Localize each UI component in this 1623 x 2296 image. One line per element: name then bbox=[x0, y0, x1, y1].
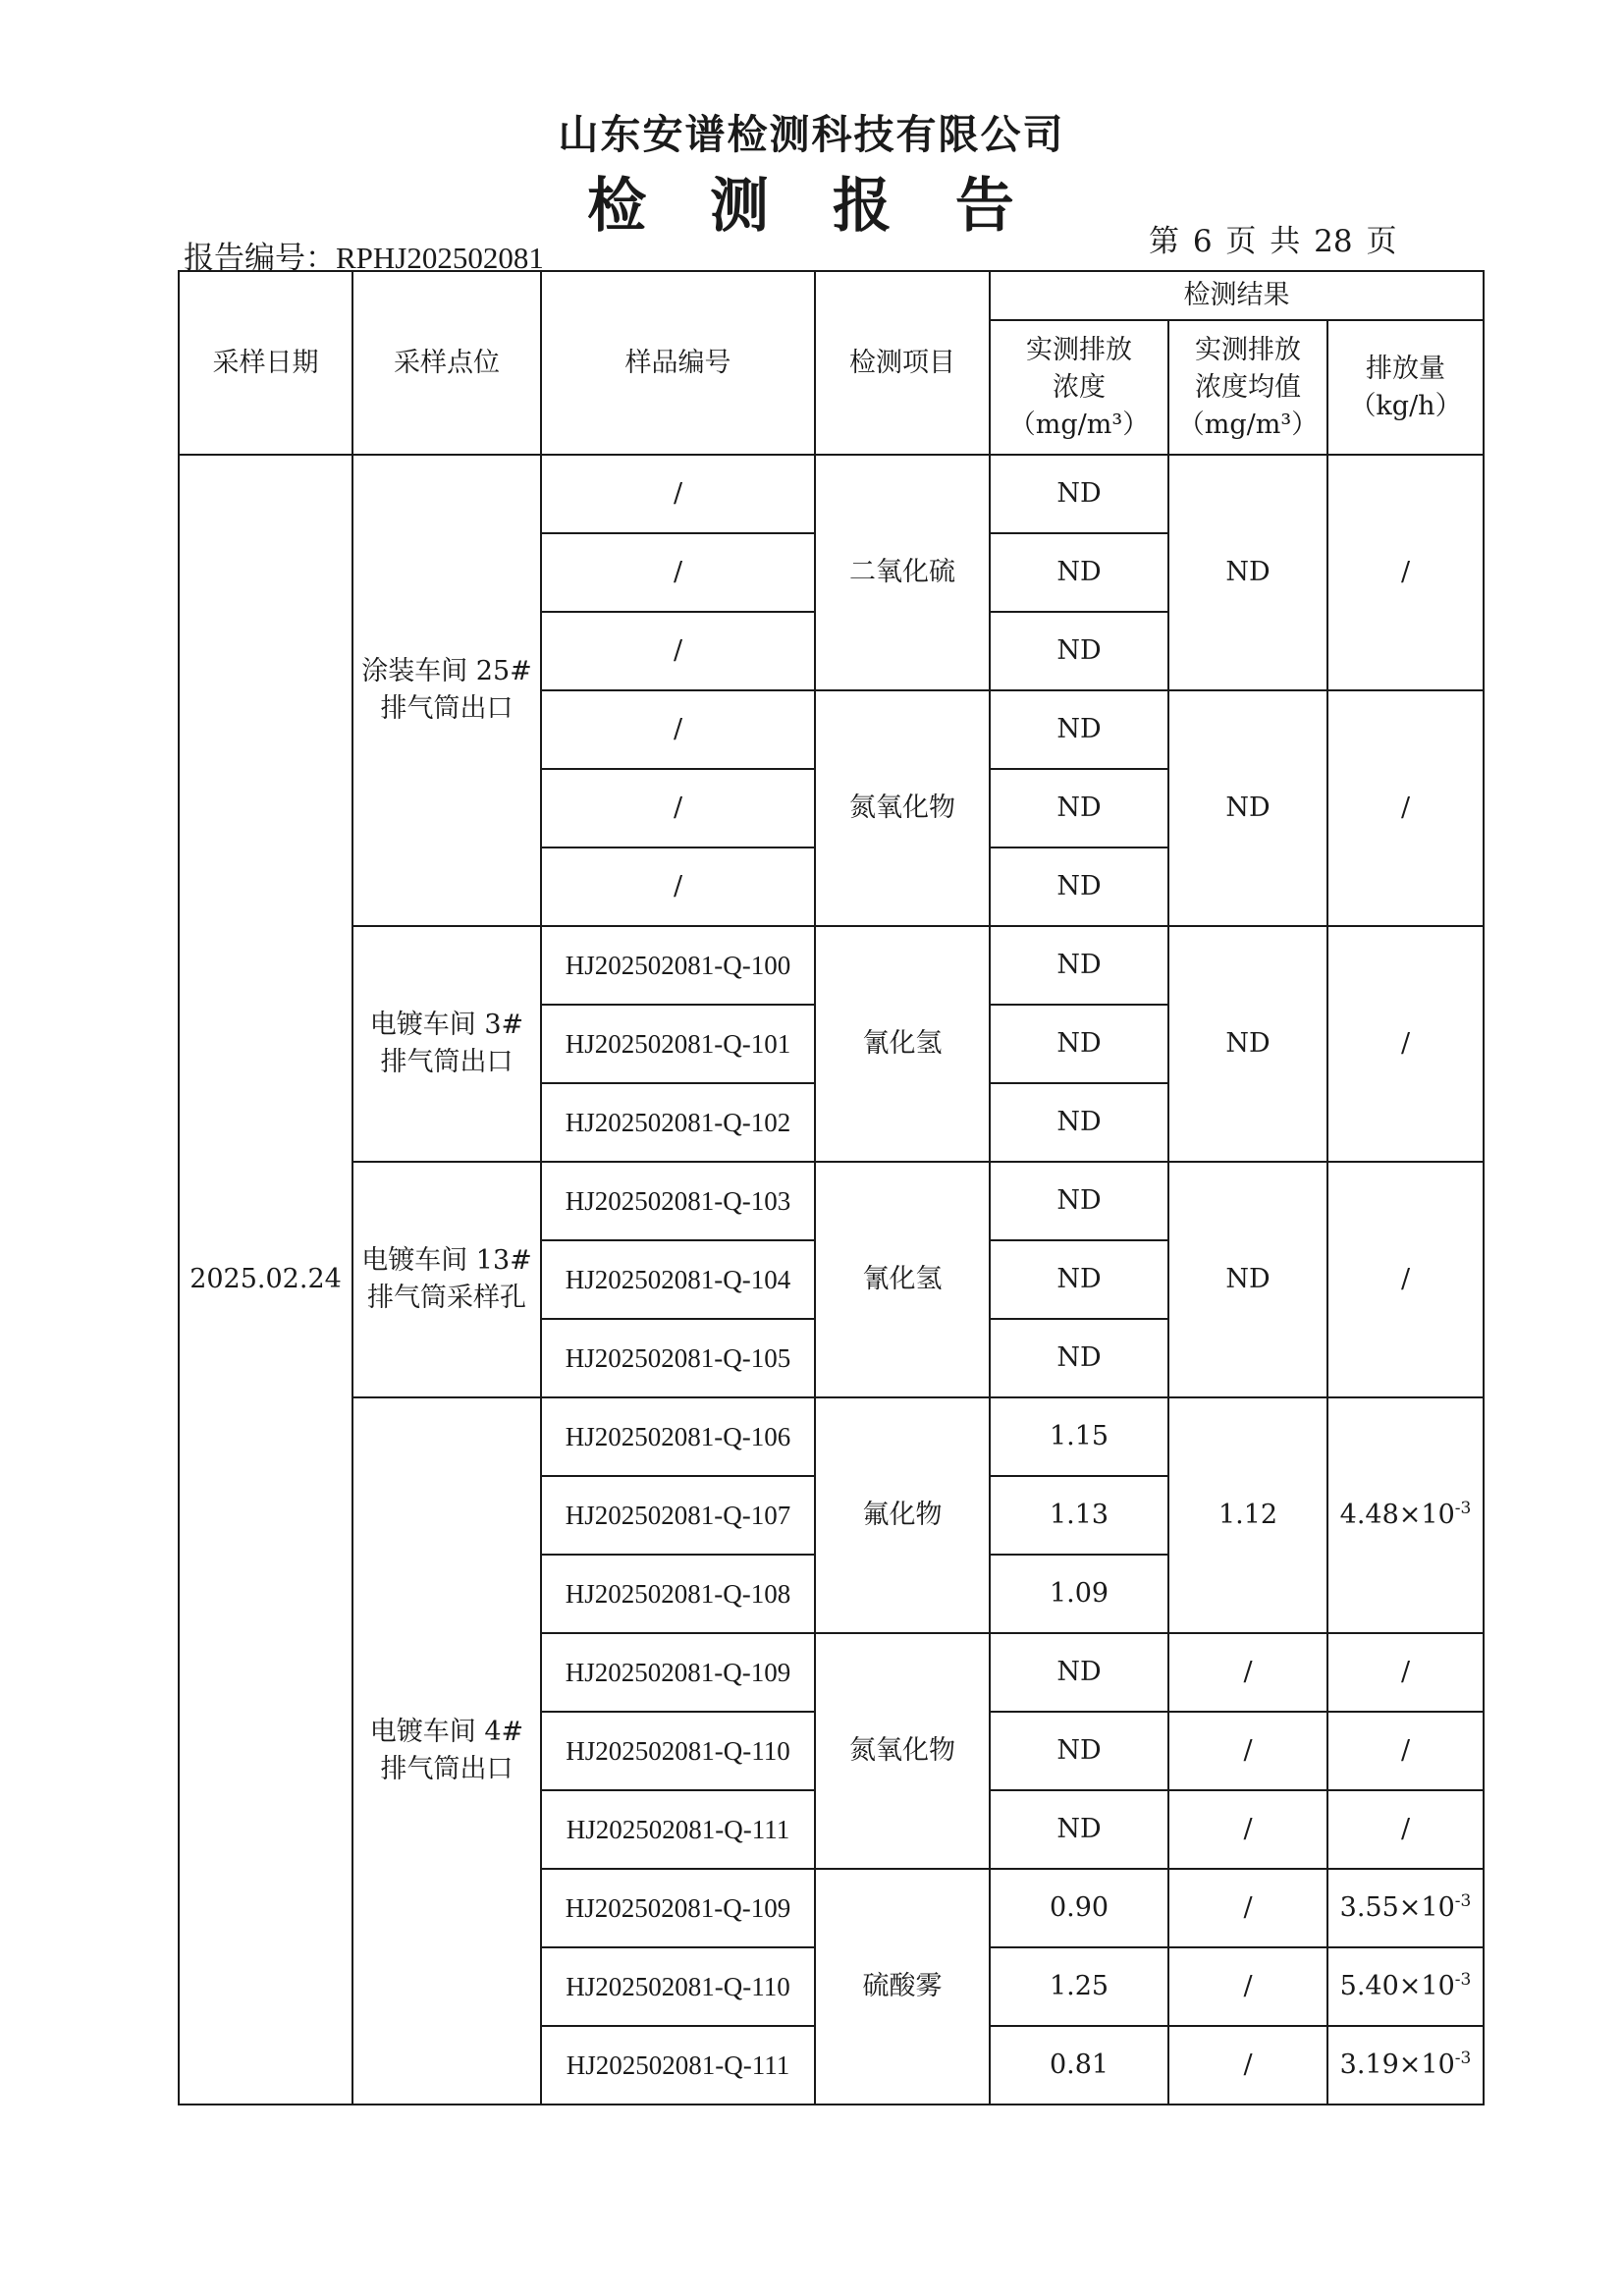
col-header-average bbox=[1168, 320, 1327, 455]
document-title: 检 测 报 告 bbox=[587, 172, 1036, 241]
average-concentration: / bbox=[1168, 2026, 1327, 2105]
emission-rate: / bbox=[1327, 690, 1484, 926]
emission-rate: / bbox=[1327, 1790, 1484, 1869]
col-header-date: 采样日期 bbox=[179, 271, 352, 455]
sample-no: / bbox=[541, 533, 815, 612]
measured-concentration: ND bbox=[990, 1005, 1168, 1083]
sampling-point: 涂装车间 25#排气筒出口 bbox=[352, 455, 541, 926]
test-item: 氰化氢 bbox=[815, 1162, 990, 1397]
measured-concentration: ND bbox=[990, 533, 1168, 612]
report-number-label: 报告编号： bbox=[184, 241, 336, 276]
col-header-concentration bbox=[990, 320, 1168, 455]
header-line: 排放量 bbox=[1366, 353, 1445, 384]
sample-no: HJ202502081-Q-100 bbox=[541, 926, 815, 1005]
test-item: 二氧化硫 bbox=[815, 455, 990, 690]
sample-no: HJ202502081-Q-109 bbox=[541, 1633, 815, 1712]
emission-rate bbox=[1327, 1947, 1484, 2026]
sample-no: HJ202502081-Q-111 bbox=[541, 2026, 815, 2105]
sample-no: / bbox=[541, 612, 815, 690]
sampling-date: 2025.02.24 bbox=[179, 455, 352, 2105]
average-concentration: ND bbox=[1168, 1162, 1327, 1397]
measured-concentration: ND bbox=[990, 769, 1168, 847]
sample-no: / bbox=[541, 847, 815, 926]
average-concentration: ND bbox=[1168, 455, 1327, 690]
rate-base: 5.40×10 bbox=[1339, 1971, 1455, 2001]
measured-concentration: ND bbox=[990, 847, 1168, 926]
average-concentration: / bbox=[1168, 1869, 1327, 1947]
emission-rate: / bbox=[1327, 1712, 1484, 1790]
test-item: 氰化氢 bbox=[815, 926, 990, 1162]
col-header-point: 采样点位 bbox=[352, 271, 541, 455]
average-concentration: ND bbox=[1168, 926, 1327, 1162]
measured-concentration: ND bbox=[990, 1083, 1168, 1162]
sample-no: HJ202502081-Q-110 bbox=[541, 1947, 815, 2026]
sampling-point: 电镀车间 13#排气筒采样孔 bbox=[352, 1162, 541, 1397]
col-header-emission-rate bbox=[1327, 320, 1484, 455]
measured-concentration: ND bbox=[990, 455, 1168, 533]
rate-exponent: -3 bbox=[1454, 2049, 1472, 2068]
sample-no: HJ202502081-Q-101 bbox=[541, 1005, 815, 1083]
emission-rate bbox=[1327, 1397, 1484, 1633]
sampling-point: 电镀车间 3#排气筒出口 bbox=[352, 926, 541, 1162]
measured-concentration: ND bbox=[990, 926, 1168, 1005]
emission-rate bbox=[1327, 1869, 1484, 1947]
sample-no: HJ202502081-Q-107 bbox=[541, 1476, 815, 1555]
rate-exponent: -3 bbox=[1454, 1499, 1472, 1518]
sample-no: HJ202502081-Q-108 bbox=[541, 1555, 815, 1633]
page-indicator: 第 6 页 共 28 页 bbox=[1149, 224, 1397, 259]
rate-exponent: -3 bbox=[1454, 1970, 1472, 1990]
test-item: 硫酸雾 bbox=[815, 1869, 990, 2105]
measured-concentration: ND bbox=[990, 1712, 1168, 1790]
measured-concentration: ND bbox=[990, 1790, 1168, 1869]
average-concentration: / bbox=[1168, 1633, 1327, 1712]
emission-rate: / bbox=[1327, 1633, 1484, 1712]
measured-concentration: 1.13 bbox=[990, 1476, 1168, 1555]
sample-no: HJ202502081-Q-102 bbox=[541, 1083, 815, 1162]
test-item: 氮氧化物 bbox=[815, 690, 990, 926]
sample-no: HJ202502081-Q-104 bbox=[541, 1240, 815, 1319]
header-line: （mg/m³） bbox=[1177, 409, 1319, 440]
table-row bbox=[179, 926, 1484, 1005]
sample-no: HJ202502081-Q-109 bbox=[541, 1869, 815, 1947]
sample-no: HJ202502081-Q-105 bbox=[541, 1319, 815, 1397]
company-name: 山东安谱检测科技有限公司 bbox=[558, 111, 1065, 158]
results-table bbox=[178, 270, 1485, 2105]
test-item: 氮氧化物 bbox=[815, 1633, 990, 1869]
measured-concentration: 0.90 bbox=[990, 1869, 1168, 1947]
header-line: 浓度均值 bbox=[1195, 371, 1301, 403]
rate-base: 4.48×10 bbox=[1339, 1500, 1455, 1530]
header-line: （mg/m³） bbox=[1008, 409, 1150, 440]
rate-base: 3.19×10 bbox=[1339, 2050, 1455, 2080]
average-concentration: / bbox=[1168, 1712, 1327, 1790]
rate-exponent: -3 bbox=[1454, 1891, 1472, 1911]
sample-no: HJ202502081-Q-111 bbox=[541, 1790, 815, 1869]
measured-concentration: 0.81 bbox=[990, 2026, 1168, 2105]
sample-no: HJ202502081-Q-103 bbox=[541, 1162, 815, 1240]
emission-rate bbox=[1327, 2026, 1484, 2105]
emission-rate: / bbox=[1327, 455, 1484, 690]
emission-rate: / bbox=[1327, 926, 1484, 1162]
sampling-point: 电镀车间 4#排气筒出口 bbox=[352, 1397, 541, 2105]
measured-concentration: 1.25 bbox=[990, 1947, 1168, 2026]
measured-concentration: ND bbox=[990, 1319, 1168, 1397]
measured-concentration: ND bbox=[990, 1633, 1168, 1712]
average-concentration: ND bbox=[1168, 690, 1327, 926]
average-concentration: / bbox=[1168, 1790, 1327, 1869]
table-row bbox=[179, 455, 1484, 533]
sample-no: / bbox=[541, 455, 815, 533]
sample-no: / bbox=[541, 769, 815, 847]
measured-concentration: ND bbox=[990, 690, 1168, 769]
header-line: 浓度 bbox=[1053, 371, 1106, 403]
measured-concentration: ND bbox=[990, 1240, 1168, 1319]
sample-no: / bbox=[541, 690, 815, 769]
header-line: （kg/h） bbox=[1349, 390, 1462, 421]
header-line: 实测排放 bbox=[1026, 334, 1132, 365]
measured-concentration: ND bbox=[990, 1162, 1168, 1240]
table-row bbox=[179, 1162, 1484, 1240]
average-concentration: / bbox=[1168, 1947, 1327, 2026]
col-header-item: 检测项目 bbox=[815, 271, 990, 455]
report-number-value: RPHJ202502081 bbox=[336, 241, 544, 275]
rate-base: 3.55×10 bbox=[1339, 1892, 1455, 1923]
header-line: 实测排放 bbox=[1195, 334, 1301, 365]
header-row bbox=[179, 271, 1484, 320]
measured-concentration: 1.15 bbox=[990, 1397, 1168, 1476]
col-header-sample-no: 样品编号 bbox=[541, 271, 815, 455]
sample-no: HJ202502081-Q-106 bbox=[541, 1397, 815, 1476]
emission-rate: / bbox=[1327, 1162, 1484, 1397]
test-item: 氟化物 bbox=[815, 1397, 990, 1633]
measured-concentration: ND bbox=[990, 612, 1168, 690]
col-header-results: 检测结果 bbox=[990, 271, 1484, 320]
table-row bbox=[179, 1397, 1484, 1476]
measured-concentration: 1.09 bbox=[990, 1555, 1168, 1633]
sample-no: HJ202502081-Q-110 bbox=[541, 1712, 815, 1790]
average-concentration: 1.12 bbox=[1168, 1397, 1327, 1633]
